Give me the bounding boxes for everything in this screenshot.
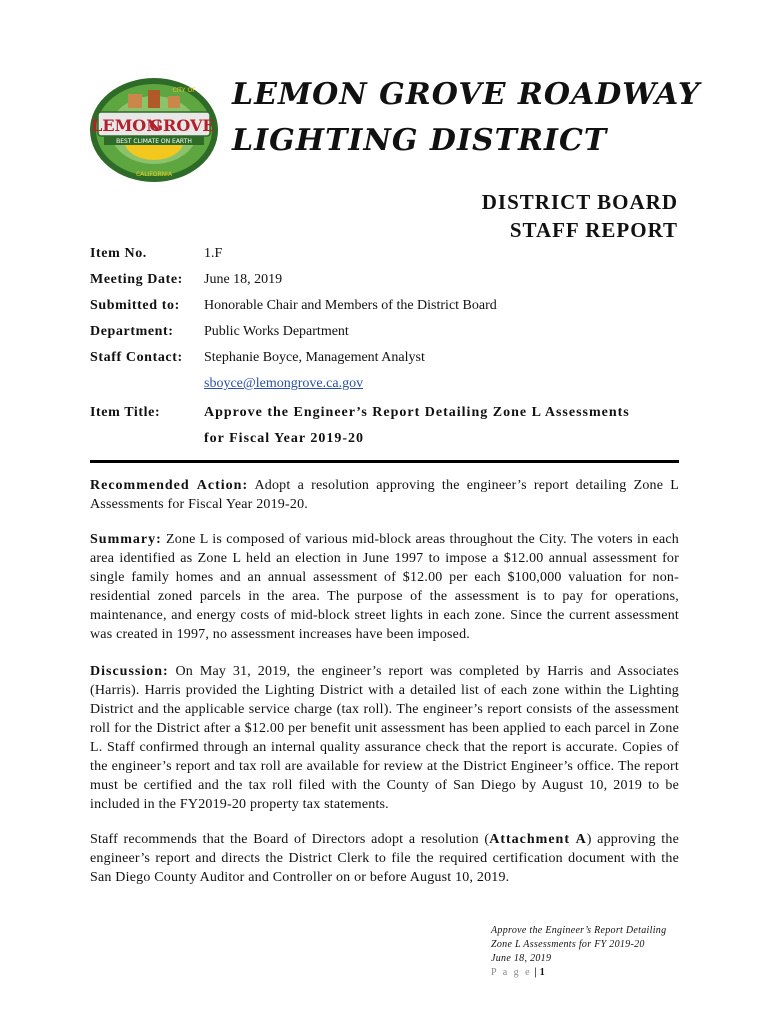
staff-contact-value: Stephanie Boyce, Management Analyst — [204, 350, 425, 365]
logo-city-text: CITY OF — [172, 87, 196, 94]
page-separator: | — [531, 967, 540, 978]
discussion-text: On May 31, 2019, the engineer’s report was completed by Harris and Associates (Harris). Harris provided the Lighting District with a detailed list of each zone within the Lighting District and the applicable service charge (tax roll). The engineer’s report consists of the assessment roll for the District after a $12.00 per benefit unit assessment has been applied to each parcel in Zone L. Staff confirmed through an internal quality assurance check that the report is accurate. Copies of the engineer’s report and tax roll are available for review at the District Engineer’s office. The report must be certified and the tax roll filed with the County of San Diego by August 10, 2019 to be included in the FY2019-20 property tax statements. — [90, 664, 679, 812]
item-no-label: Item No. — [90, 246, 147, 261]
attachment-a-label: Attachment A — [489, 832, 587, 847]
staff-report-heading: STAFF REPORT — [509, 218, 678, 242]
submitted-to-label: Submitted to: — [90, 298, 180, 313]
footer-line-1: Approve the Engineer’s Report Detailing — [491, 925, 667, 936]
discussion-paragraph — [90, 662, 679, 814]
recommended-action-text: Adopt a resolution approving the engineer’s report detailing Zone L Assessments for Fiscal Year 2019-20. — [90, 478, 680, 512]
department-value: Public Works Department — [204, 324, 349, 339]
page-number-line — [491, 966, 666, 980]
staff-contact-label: Staff Contact: — [90, 350, 183, 365]
item-no-value: 1.F — [204, 246, 223, 261]
logo-lemon-text: LEMON — [91, 116, 161, 135]
item-title-line-1: Approve the Engineer’s Report Detailing Zone L Assessments — [204, 405, 630, 420]
submitted-to-value: Honorable Chair and Members of the District Board — [204, 298, 497, 313]
title-line-1: LEMON GROVE ROADWAY — [232, 77, 701, 112]
logo-state-text: CALIFORNIA — [135, 171, 173, 178]
summary-text: Zone L is composed of various mid-block areas throughout the City. The voters in each area identified as Zone L held an election in June 1997 to impose a $12.00 annual assessment for single family homes and an annual assessment of $12.00 per each $100,000 valuation for non-residential zoned parcels in the area. The purpose of the assessment is to pay for operations, maintenance, and energy costs of mid-block street lights in each zone. Since the current assessment was created in 1997, no assessment increases have been imposed. — [90, 532, 679, 642]
department-label: Department: — [90, 324, 174, 339]
meeting-date-value: June 18, 2019 — [204, 272, 283, 287]
section-divider — [90, 460, 679, 463]
title-line-2: LIGHTING DISTRICT — [232, 123, 608, 158]
item-no-row — [90, 245, 223, 263]
meeting-date-row — [90, 271, 283, 289]
page-label: P a g e — [491, 967, 532, 978]
meeting-date-label: Meeting Date: — [90, 272, 183, 287]
footer-line-3: June 18, 2019 — [491, 953, 552, 964]
submitted-to-row — [90, 297, 497, 315]
footer-line-2: Zone L Assessments for FY 2019-20 — [491, 939, 645, 950]
staff-recommendation-paragraph — [90, 830, 679, 887]
staff-contact-row — [90, 349, 425, 367]
page-footer — [491, 924, 666, 980]
item-title-label: Item Title: — [90, 405, 161, 420]
district-board-heading: DISTRICT BOARD — [481, 190, 678, 214]
summary-paragraph — [90, 530, 679, 644]
staff-recommendation-text-after: ) approving the engineer’s report and directs the District Clerk to file the required certification document with the San Diego County Auditor and Controller on or before August 10, 2019. — [90, 832, 679, 885]
recommended-action-paragraph — [90, 476, 679, 514]
logo-banner-text: BEST CLIMATE ON EARTH — [116, 138, 192, 145]
district-title — [232, 72, 700, 164]
logo-grove-text: GROVE — [149, 116, 215, 135]
report-type-heading — [482, 188, 678, 244]
staff-recommendation-text-before: Staff recommends that the Board of Directors adopt a resolution ( — [90, 832, 490, 847]
lemon-grove-seal-logo — [88, 76, 220, 184]
page-number: 1 — [539, 967, 545, 978]
department-row — [90, 323, 349, 341]
summary-label: Summary: — [90, 532, 162, 547]
recommended-action-label: Recommended Action: — [90, 478, 249, 493]
discussion-label: Discussion: — [90, 664, 169, 679]
item-title-row — [90, 404, 630, 422]
item-title-line-2: for Fiscal Year 2019-20 — [204, 431, 364, 446]
staff-email-link[interactable]: sboyce@lemongrove.ca.gov — [204, 376, 364, 391]
